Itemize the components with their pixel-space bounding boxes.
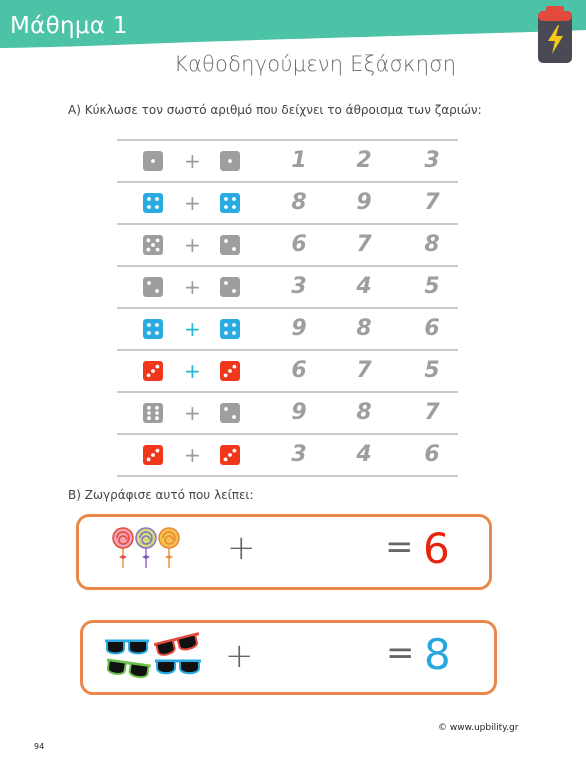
sunglasses-icon [105, 660, 150, 679]
dice-row [117, 139, 458, 181]
answer-option[interactable]: 8 [356, 316, 372, 341]
die-pip [151, 159, 155, 163]
die-pip [224, 407, 228, 411]
die-pip [147, 374, 151, 378]
die-pip [156, 449, 160, 453]
die-right-icon [220, 445, 240, 465]
answer-option[interactable]: 6 [291, 358, 307, 383]
die-left-icon [143, 277, 163, 297]
die-pip [147, 458, 151, 462]
die-pip [233, 449, 237, 453]
exercise-a-instruction: Α) Κύκλωσε τον σωστό αριθμό που δείχνει το άθροισμα των ζαριών: [68, 103, 482, 117]
die-left-icon [143, 361, 163, 381]
die-pip [155, 289, 159, 293]
die-pip [147, 331, 151, 335]
die-pip [232, 323, 236, 327]
plus-sign: + [184, 233, 201, 257]
die-pip [228, 453, 232, 457]
sunglasses-icon [155, 661, 201, 673]
die-left-icon [143, 319, 163, 339]
die-pip [151, 369, 155, 373]
die-pip [228, 369, 232, 373]
answer-option[interactable]: 9 [291, 316, 307, 341]
answer-option[interactable]: 6 [291, 232, 307, 257]
die-pip [232, 197, 236, 201]
page-subtitle: Καθοδηγούμενη Εξάσκηση [174, 52, 457, 76]
page-number: 94 [34, 742, 45, 751]
answer-option[interactable]: 4 [356, 442, 372, 467]
die-pip [224, 281, 228, 285]
die-pip [155, 197, 159, 201]
die-pip [155, 411, 159, 415]
die-right-icon [220, 235, 240, 255]
die-left-icon [143, 445, 163, 465]
dice-row [117, 433, 458, 477]
answer-option[interactable]: 3 [291, 442, 307, 467]
die-pip [232, 205, 236, 209]
die-right-icon [220, 403, 240, 423]
answer-option[interactable]: 9 [356, 190, 372, 215]
problem-1-plus: + [227, 528, 256, 568]
die-pip [151, 453, 155, 457]
dice-sum-table [117, 139, 458, 477]
sunglasses-icon [154, 634, 202, 657]
die-right-icon [220, 277, 240, 297]
die-pip [147, 205, 151, 209]
die-pip [147, 416, 151, 420]
die-pip [224, 197, 228, 201]
answer-option[interactable]: 9 [291, 400, 307, 425]
problem-2-result: 8 [424, 630, 451, 679]
die-pip [232, 289, 236, 293]
sunglasses-group [103, 631, 205, 681]
die-pip [147, 323, 151, 327]
answer-option[interactable]: 3 [291, 274, 307, 299]
die-right-icon [220, 151, 240, 171]
plus-sign: + [184, 149, 201, 173]
die-right-icon [220, 319, 240, 339]
die-pip [147, 406, 151, 410]
die-pip [156, 239, 160, 243]
sunglasses-icon [105, 641, 149, 654]
die-pip [147, 281, 151, 285]
copyright-text: © www.upbility.gr [438, 723, 519, 733]
plus-sign: + [184, 359, 201, 383]
problem-1-equals: = [385, 527, 414, 567]
lollipop-icon [113, 528, 133, 568]
problem-2-equals: = [386, 633, 415, 673]
die-left-icon [143, 193, 163, 213]
answer-option[interactable]: 8 [424, 232, 440, 257]
plus-sign: + [184, 191, 201, 215]
plus-sign: + [184, 443, 201, 467]
problem-2-plus: + [225, 636, 254, 676]
dice-row [117, 391, 458, 433]
die-pip [224, 239, 228, 243]
die-pip [151, 243, 155, 247]
answer-option[interactable]: 7 [424, 400, 440, 425]
dice-row [117, 223, 458, 265]
dice-row [117, 307, 458, 349]
answer-option[interactable]: 2 [356, 148, 372, 173]
plus-sign: + [184, 275, 201, 299]
answer-option[interactable]: 7 [356, 358, 372, 383]
answer-option[interactable]: 7 [356, 232, 372, 257]
die-pip [155, 205, 159, 209]
answer-option[interactable]: 4 [356, 274, 372, 299]
answer-option[interactable]: 7 [424, 190, 440, 215]
answer-option[interactable]: 5 [424, 358, 440, 383]
die-pip [224, 205, 228, 209]
dice-row [117, 181, 458, 223]
plus-sign: + [184, 317, 201, 341]
answer-option[interactable]: 5 [424, 274, 440, 299]
die-pip [224, 323, 228, 327]
die-pip [224, 374, 228, 378]
die-left-icon [143, 151, 163, 171]
problem-box-lollipops [76, 514, 492, 590]
answer-option[interactable]: 3 [424, 148, 440, 173]
answer-option[interactable]: 8 [356, 400, 372, 425]
plus-sign: + [184, 401, 201, 425]
lollipop-icon [136, 528, 156, 568]
die-pip [224, 458, 228, 462]
dice-row [117, 265, 458, 307]
die-right-icon [220, 361, 240, 381]
answer-option[interactable]: 6 [424, 316, 440, 341]
die-pip [155, 416, 159, 420]
die-pip [232, 247, 236, 251]
die-pip [155, 406, 159, 410]
die-pip [147, 197, 151, 201]
die-pip [232, 415, 236, 419]
die-pip [232, 331, 236, 335]
battery-lightning-icon [537, 6, 573, 64]
answer-option[interactable]: 1 [291, 148, 307, 173]
die-pip [155, 331, 159, 335]
die-left-icon [143, 235, 163, 255]
die-pip [155, 323, 159, 327]
die-pip [147, 248, 151, 252]
lesson-title: Μάθημα 1 [10, 13, 128, 39]
die-right-icon [220, 193, 240, 213]
die-left-icon [143, 403, 163, 423]
die-pip [228, 159, 232, 163]
die-pip [224, 331, 228, 335]
lollipop-icon [159, 528, 179, 568]
die-pip [147, 239, 151, 243]
die-pip [156, 365, 160, 369]
lollipops-group [111, 526, 181, 570]
answer-option[interactable]: 6 [424, 442, 440, 467]
problem-1-result: 6 [423, 524, 450, 573]
die-pip [156, 248, 160, 252]
problem-box-sunglasses [80, 620, 497, 695]
exercise-b-instruction: Β) Ζωγράφισε αυτό που λείπει: [68, 488, 254, 502]
answer-option[interactable]: 8 [291, 190, 307, 215]
die-pip [147, 411, 151, 415]
die-pip [233, 365, 237, 369]
dice-row [117, 349, 458, 391]
